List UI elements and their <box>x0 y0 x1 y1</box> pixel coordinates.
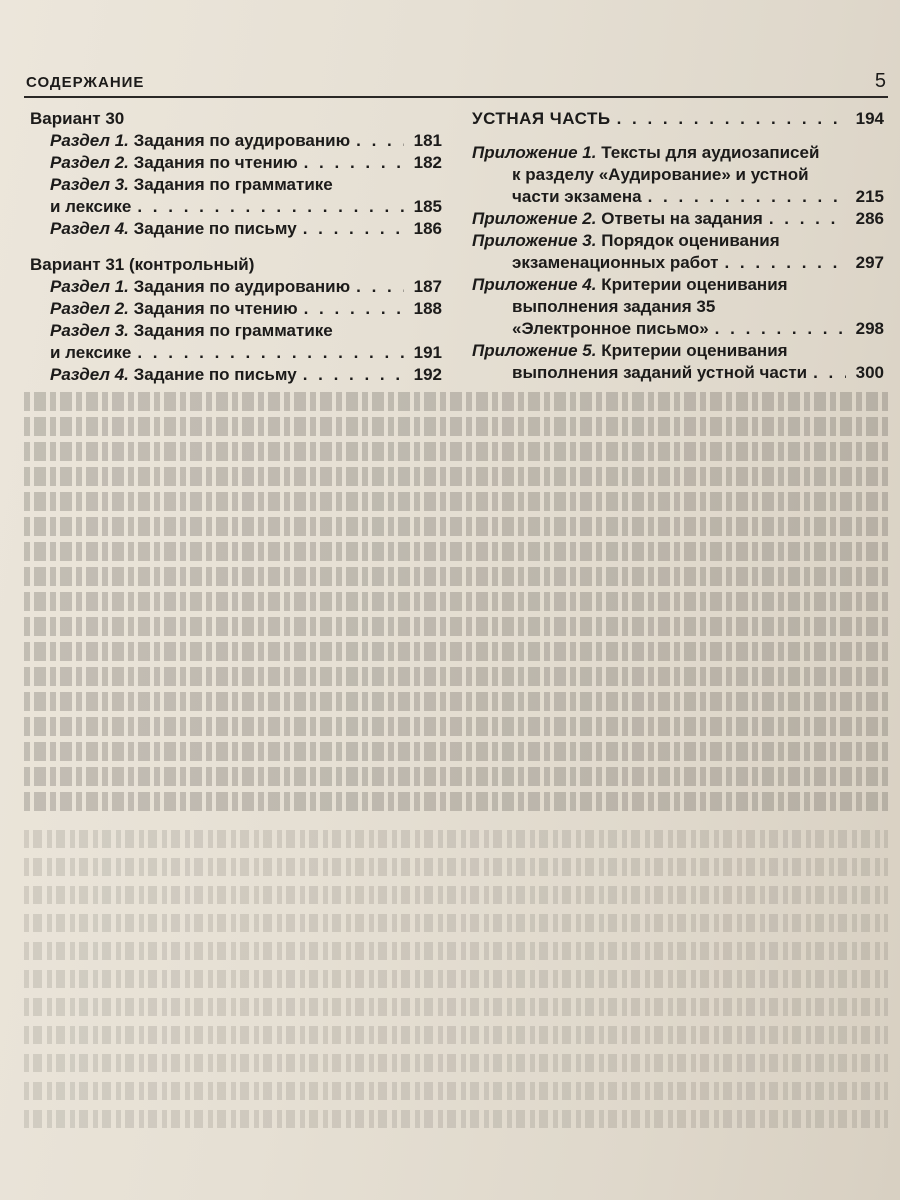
appendix-text-cont: выполнения задания 35 <box>512 297 716 316</box>
toc-entry-appendix-5[interactable] <box>472 340 884 362</box>
toc-entry-appendix-1-end[interactable] <box>472 186 884 208</box>
leader-dots <box>715 318 846 340</box>
header-rule <box>24 96 888 98</box>
variant-title: Вариант 30 <box>30 109 125 128</box>
leader-dots <box>137 342 404 364</box>
section-prefix: Раздел 4. <box>50 365 129 384</box>
leader-dots <box>648 186 846 208</box>
appendix-text: Тексты для аудиозаписей <box>601 143 820 162</box>
section-prefix: Раздел 2. <box>50 299 129 318</box>
toc-variant-31 <box>30 254 442 386</box>
section-text: Задания по чтению <box>133 153 298 172</box>
section-text: Задание по письму <box>133 219 297 238</box>
leader-dots <box>356 276 404 298</box>
appendix-text: Ответы на задания <box>601 209 763 228</box>
page-ref: 215 <box>855 187 884 206</box>
oral-part-label: УСТНАЯ ЧАСТЬ <box>472 109 611 128</box>
section-prefix: Раздел 4. <box>50 219 129 238</box>
toc-entry[interactable] <box>30 364 442 386</box>
toc-entry[interactable] <box>30 298 442 320</box>
section-text-cont: и лексике <box>50 197 132 216</box>
page-ref: 181 <box>413 131 442 150</box>
section-text: Задания по грамматике <box>133 321 333 340</box>
toc-entry-oral-part[interactable] <box>472 108 884 130</box>
appendix-text-cont: экзаменационных работ <box>512 253 719 272</box>
section-prefix: Раздел 1. <box>50 277 129 296</box>
toc-entry[interactable] <box>30 320 442 342</box>
page-ref: 297 <box>855 253 884 272</box>
leader-dots <box>617 108 846 130</box>
bleed-through-text-lower <box>24 830 888 1160</box>
toc-left-column <box>30 108 442 400</box>
bleed-through-text <box>24 392 888 822</box>
leader-dots <box>303 364 404 386</box>
appendix-text-cont: «Электронное письмо» <box>512 319 709 338</box>
leader-dots <box>356 130 404 152</box>
section-text: Задания по чтению <box>133 299 298 318</box>
toc-entry[interactable] <box>30 218 442 240</box>
page-header <box>26 70 886 96</box>
toc-entry-continued[interactable] <box>30 342 442 364</box>
header-title: СОДЕРЖАНИЕ <box>26 74 145 91</box>
toc-entry[interactable] <box>30 152 442 174</box>
appendix-prefix: Приложение 4. <box>472 275 597 294</box>
toc-right-column <box>472 108 884 384</box>
leader-dots <box>724 252 846 274</box>
toc-entry-continued[interactable] <box>30 196 442 218</box>
leader-dots <box>304 152 404 174</box>
section-prefix: Раздел 3. <box>50 175 129 194</box>
variant-title: Вариант 31 (контрольный) <box>30 255 255 274</box>
appendix-text-cont: к разделу «Аудирование» и устной <box>512 165 809 184</box>
leader-dots <box>303 218 404 240</box>
page-ref: 286 <box>855 209 884 228</box>
page-ref: 185 <box>413 197 442 216</box>
appendix-text: Порядок оценивания <box>601 231 780 250</box>
leader-dots <box>304 298 404 320</box>
toc-entry-appendix-3-end[interactable] <box>472 252 884 274</box>
section-prefix: Раздел 2. <box>50 153 129 172</box>
page-ref: 194 <box>855 109 884 128</box>
appendix-prefix: Приложение 1. <box>472 143 597 162</box>
toc-entry-appendix-2[interactable] <box>472 208 884 230</box>
page-ref: 300 <box>855 363 884 382</box>
page-ref: 186 <box>413 219 442 238</box>
toc-entry-appendix-4-end[interactable] <box>472 318 884 340</box>
appendix-text: Критерии оценивания <box>601 275 788 294</box>
page-ref: 298 <box>855 319 884 338</box>
appendix-text: Критерии оценивания <box>601 341 788 360</box>
leader-dots <box>813 362 846 384</box>
section-text: Задания по аудированию <box>133 131 351 150</box>
appendix-prefix: Приложение 5. <box>472 341 597 360</box>
toc-entry-appendix-4[interactable] <box>472 274 884 296</box>
toc-variant-30 <box>30 108 442 240</box>
page-ref: 188 <box>413 299 442 318</box>
page-ref: 187 <box>413 277 442 296</box>
toc-entry[interactable] <box>30 276 442 298</box>
section-text: Задания по грамматике <box>133 175 333 194</box>
page-ref: 182 <box>413 153 442 172</box>
section-text-cont: и лексике <box>50 343 132 362</box>
toc-entry-appendix-1[interactable] <box>472 142 884 164</box>
leader-dots <box>137 196 404 218</box>
appendix-text-cont: выполнения заданий устной части <box>512 363 808 382</box>
toc-entry-appendix-5-end[interactable] <box>472 362 884 384</box>
toc-entry[interactable] <box>30 174 442 196</box>
section-prefix: Раздел 1. <box>50 131 129 150</box>
page-ref: 192 <box>413 365 442 384</box>
page-number: 5 <box>874 70 886 92</box>
section-text: Задания по аудированию <box>133 277 351 296</box>
toc-entry-appendix-3[interactable] <box>472 230 884 252</box>
appendix-prefix: Приложение 2. <box>472 209 597 228</box>
section-prefix: Раздел 3. <box>50 321 129 340</box>
section-text: Задание по письму <box>133 365 297 384</box>
appendix-prefix: Приложение 3. <box>472 231 597 250</box>
page-ref: 191 <box>413 343 442 362</box>
toc-entry[interactable] <box>30 130 442 152</box>
leader-dots <box>769 208 846 230</box>
appendix-text-cont: части экзамена <box>512 187 642 206</box>
